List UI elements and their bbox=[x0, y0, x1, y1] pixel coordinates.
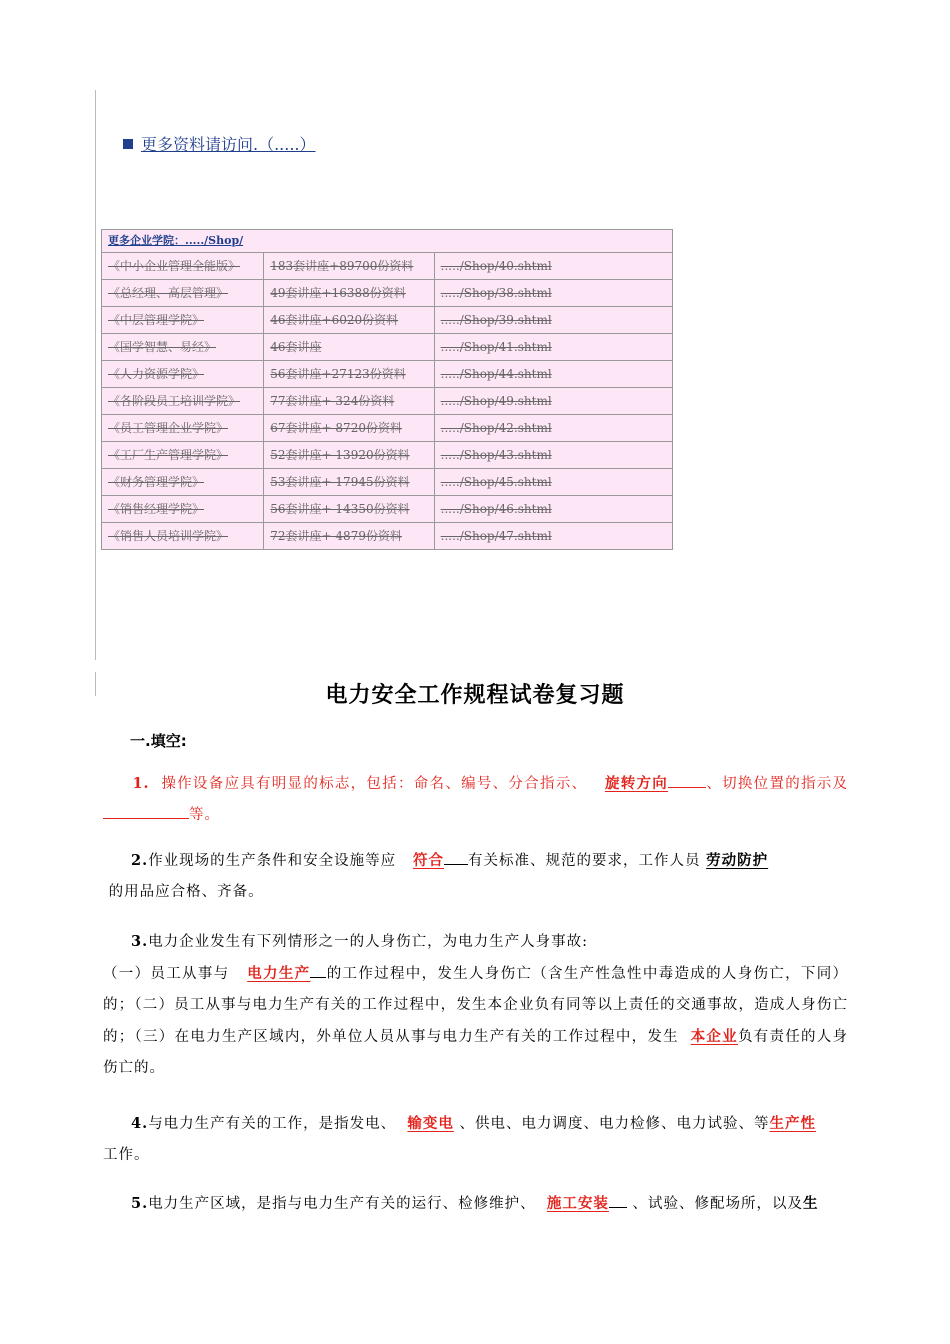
course-name[interactable]: 《国学智慧、易经》 bbox=[102, 334, 264, 361]
table-row bbox=[102, 280, 673, 307]
question-1: 1. 操作设备应具有明显的标志，包括：命名、编号、分合指示、 旋转方向 、切换位置的指示及等。 bbox=[103, 768, 848, 831]
table-row bbox=[102, 496, 673, 523]
table-row bbox=[102, 334, 673, 361]
table-header-row bbox=[102, 230, 673, 253]
courses-table bbox=[101, 229, 673, 550]
course-url[interactable]: ...../Shop/39.shtml bbox=[434, 307, 672, 334]
square-bullet-icon bbox=[123, 139, 133, 149]
answer: 本企业 bbox=[690, 1028, 738, 1045]
course-url[interactable]: ...../Shop/42.shtml bbox=[434, 415, 672, 442]
section-heading: 一.填空: bbox=[130, 732, 187, 750]
table-row bbox=[102, 388, 673, 415]
answer: 符合 bbox=[413, 852, 445, 869]
question-number: 1. bbox=[132, 775, 150, 792]
course-url[interactable]: ...../Shop/43.shtml bbox=[434, 442, 672, 469]
course-url[interactable]: ...../Shop/46.shtml bbox=[434, 496, 672, 523]
course-name[interactable]: 《中小企业管理全能版》 bbox=[102, 253, 264, 280]
margin-line bbox=[95, 90, 96, 240]
course-content: 56套讲座+27123份资料 bbox=[264, 361, 434, 388]
course-name[interactable]: 《人力资源学院》 bbox=[102, 361, 264, 388]
question-number: 3. bbox=[131, 933, 149, 950]
course-content: 72套讲座+ 4879份资料 bbox=[264, 523, 434, 550]
table-row bbox=[102, 415, 673, 442]
table-row bbox=[102, 523, 673, 550]
course-url[interactable]: ...../Shop/45.shtml bbox=[434, 469, 672, 496]
course-name[interactable]: 《各阶段员工培训学院》 bbox=[102, 388, 264, 415]
course-name[interactable]: 《工厂生产管理学院》 bbox=[102, 442, 264, 469]
table-header[interactable]: 更多企业学院：...../Shop/ bbox=[102, 230, 673, 253]
answer: 旋转方向 bbox=[604, 775, 669, 792]
course-name[interactable]: 《总经理、高层管理》 bbox=[102, 280, 264, 307]
question-number: 2. bbox=[131, 852, 149, 869]
course-url[interactable]: ...../Shop/38.shtml bbox=[434, 280, 672, 307]
table-row bbox=[102, 307, 673, 334]
question-4: 4.与电力生产有关的工作，是指发电、 输变电 、供电、电力调度、电力检修、电力试验、等生产性 工作。 bbox=[103, 1115, 817, 1163]
answer: 施工安装 bbox=[546, 1195, 609, 1212]
question-number: 4. bbox=[131, 1115, 149, 1132]
course-url[interactable]: ...../Shop/44.shtml bbox=[434, 361, 672, 388]
course-url[interactable]: ...../Shop/40.shtml bbox=[434, 253, 672, 280]
more-resources-link[interactable] bbox=[123, 132, 316, 155]
document-title: 电力安全工作规程试卷复习题 bbox=[325, 683, 625, 708]
question-number: 5. bbox=[131, 1195, 149, 1212]
course-url[interactable]: ...../Shop/41.shtml bbox=[434, 334, 672, 361]
course-content: 46套讲座+6020份资料 bbox=[264, 307, 434, 334]
answer: 输变电 bbox=[407, 1115, 454, 1132]
margin-line bbox=[95, 240, 96, 660]
course-name[interactable]: 《财务管理学院》 bbox=[102, 469, 264, 496]
blank-field bbox=[103, 804, 189, 819]
question-3: 3.电力企业发生有下列情形之一的人身伤亡，为电力生产人身事故: （一）员工从事与 电力生产 的工作过程中，发生人身伤亡（含生产性急性中毒造成的人身伤亡，下同）的；（二）员工从事与电力生产有关的工作过程中，发生本企业负有同等以上责任的交通事故，造成人身伤亡的；（三）在电力生产区域内，外单位人员从事与电力生产有关的工作过程中，发生 本企业负有责任的人身伤亡的。 bbox=[103, 933, 849, 1076]
course-content: 77套讲座+ 324份资料 bbox=[264, 388, 434, 415]
table-row bbox=[102, 442, 673, 469]
question-5: 5.电力生产区域，是指与电力生产有关的运行、检修维护、 施工安装 、试验、修配场所，以及生 bbox=[131, 1195, 819, 1212]
table-row bbox=[102, 469, 673, 496]
answer: 生产性 bbox=[769, 1115, 817, 1132]
answer: 电力生产 bbox=[247, 965, 311, 982]
question-2: 2.作业现场的生产条件和安全设施等应 符合 有关标准、规范的要求，工作人员 劳动防护 的用品应合格、齐备。 bbox=[108, 852, 769, 900]
course-name[interactable]: 《员工管理企业学院》 bbox=[102, 415, 264, 442]
table-row bbox=[102, 361, 673, 388]
course-name[interactable]: 《销售经理学院》 bbox=[102, 496, 264, 523]
course-content: 49套讲座+16388份资料 bbox=[264, 280, 434, 307]
course-url[interactable]: ...../Shop/47.shtml bbox=[434, 523, 672, 550]
course-url[interactable]: ...../Shop/49.shtml bbox=[434, 388, 672, 415]
course-content: 52套讲座+ 13920份资料 bbox=[264, 442, 434, 469]
course-content: 46套讲座 bbox=[264, 334, 434, 361]
more-resources-text: 更多资料请访问.（.....） bbox=[141, 135, 316, 154]
course-name[interactable]: 《中层管理学院》 bbox=[102, 307, 264, 334]
course-content: 56套讲座+ 14350份资料 bbox=[264, 496, 434, 523]
course-content: 183套讲座+89700份资料 bbox=[264, 253, 434, 280]
course-content: 67套讲座+ 8720份资料 bbox=[264, 415, 434, 442]
course-name[interactable]: 《销售人员培训学院》 bbox=[102, 523, 264, 550]
course-content: 53套讲座+ 17945份资料 bbox=[264, 469, 434, 496]
table-row bbox=[102, 253, 673, 280]
answer: 劳动防护 bbox=[706, 852, 769, 869]
